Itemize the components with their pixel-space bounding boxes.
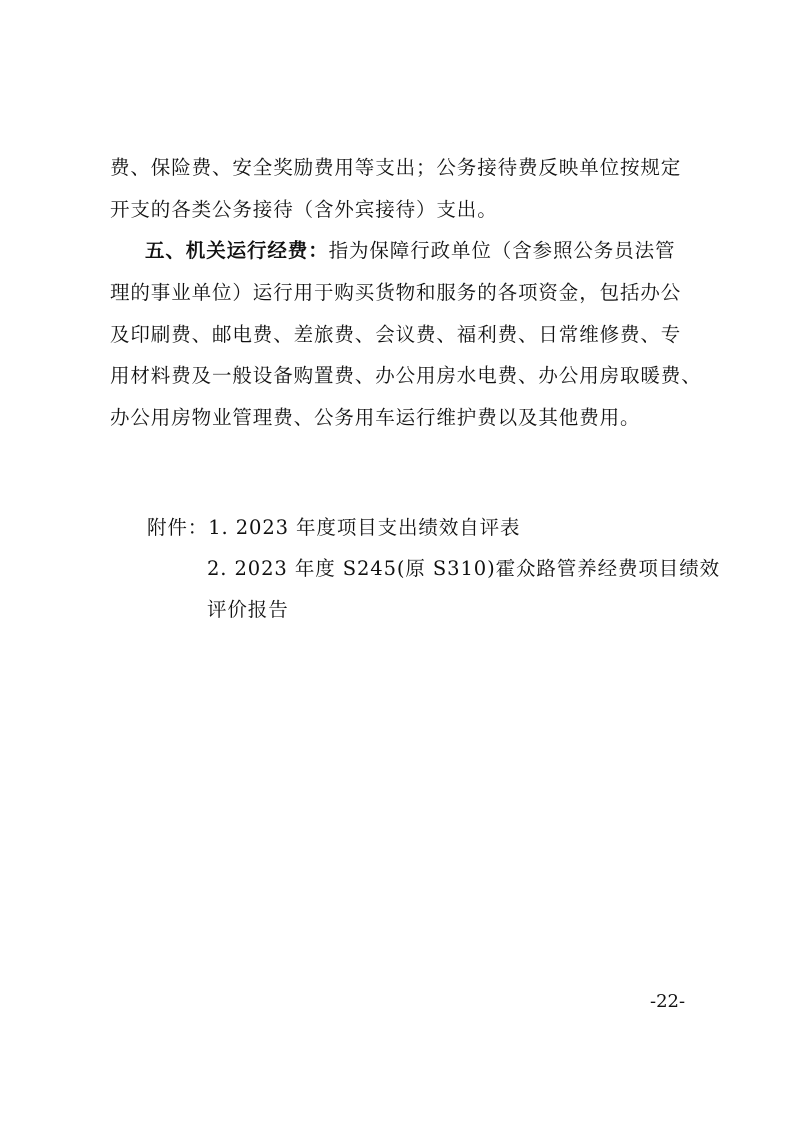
- paragraph-1-line-1: 费、保险费、安全奖励费用等支出；公务接待费反映单位按规定: [110, 156, 682, 179]
- paragraph-2-text: 指为保障行政单位（含参照公务员法管: [328, 239, 676, 262]
- attachment-item-1: 1. 2023 年度项目支出绩效自评表: [208, 516, 521, 539]
- attachment-item-2-line-2: 评价报告: [207, 598, 289, 621]
- section-heading: 五、机关运行经费：: [145, 239, 329, 262]
- paragraph-2-line-4: 用材料费及一般设备购置费、办公用房水电费、办公用房取暖费、: [110, 364, 702, 387]
- page-number: -22-: [650, 991, 686, 1012]
- attachments-line-1: [147, 514, 737, 542]
- paragraph-1-line-2: 开支的各类公务接待（含外宾接待）支出。: [110, 198, 498, 221]
- paragraph-2-line-2: 理的事业单位）运行用于购买货物和服务的各项资金，包括办公: [110, 281, 682, 304]
- attachments-label: 附件：: [147, 516, 209, 539]
- attachment-item-2-line-1: 2. 2023 年度 S245(原 S310)霍众路管养经费项目绩效: [207, 557, 720, 580]
- paragraph-2-line-1: [145, 237, 735, 265]
- paragraph-2-line-3: 及印刷费、邮电费、差旅费、会议费、福利费、日常维修费、专: [110, 323, 682, 346]
- paragraph-2-line-5: 办公用房物业管理费、公务用车运行维护费以及其他费用。: [110, 406, 641, 429]
